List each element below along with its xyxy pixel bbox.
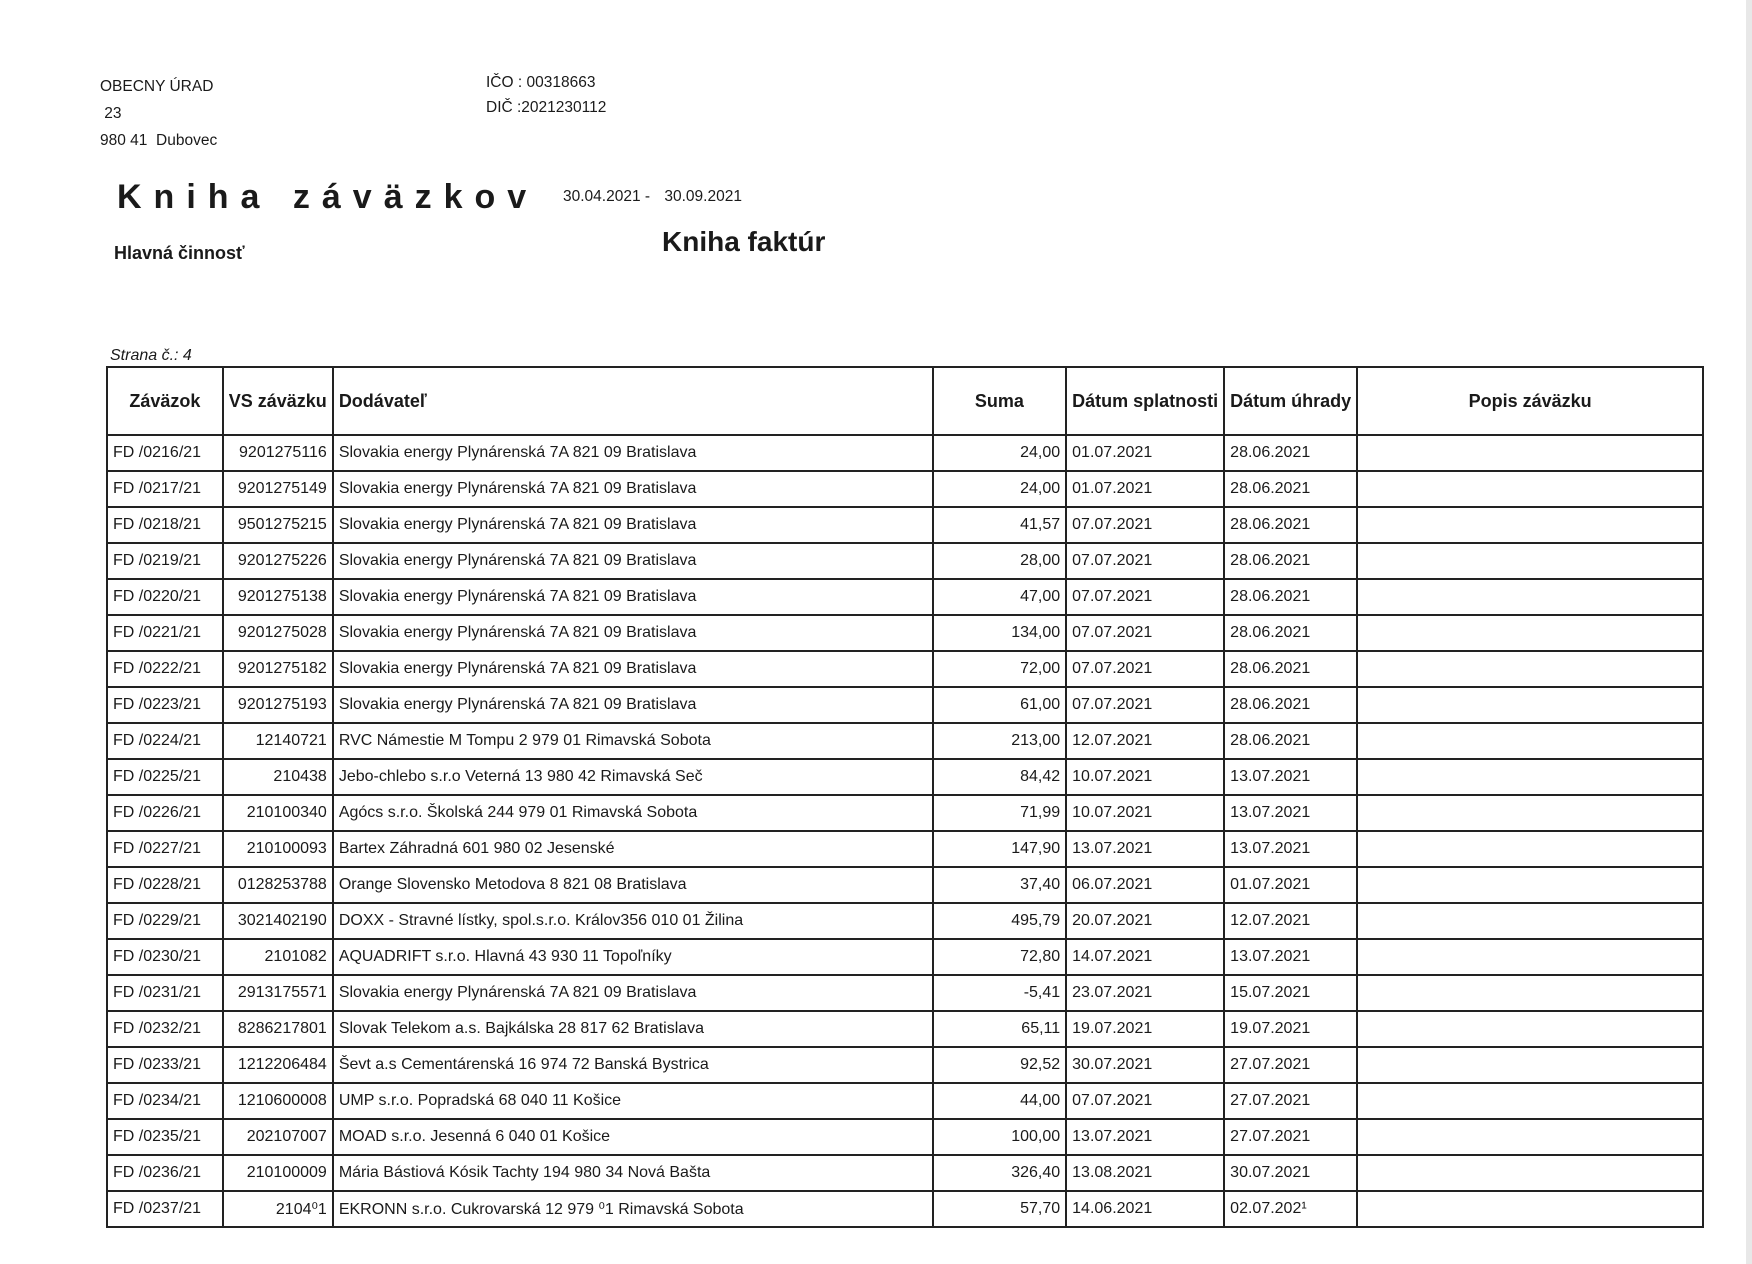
table-row <box>107 1083 1703 1119</box>
cell-due-date: 14.07.2021 <box>1066 939 1224 975</box>
cell-paid-date: 27.07.2021 <box>1224 1083 1357 1119</box>
col-header-vs: VS záväzku <box>223 367 333 435</box>
cell-due-date: 19.07.2021 <box>1066 1011 1224 1047</box>
cell-due-date: 12.07.2021 <box>1066 723 1224 759</box>
cell-paid-date: 27.07.2021 <box>1224 1047 1357 1083</box>
cell-description <box>1357 795 1703 831</box>
cell-due-date: 13.08.2021 <box>1066 1155 1224 1191</box>
cell-supplier: Slovakia energy Plynárenská 7A 821 09 Bratislava <box>333 579 933 615</box>
cell-description <box>1357 723 1703 759</box>
table-row <box>107 1047 1703 1083</box>
col-header-due-date: Dátum splatnosti <box>1066 367 1224 435</box>
cell-sum: 495,79 <box>933 903 1067 939</box>
cell-due-date: 13.07.2021 <box>1066 831 1224 867</box>
cell-sum: 72,00 <box>933 651 1067 687</box>
cell-description <box>1357 903 1703 939</box>
cell-paid-date: 28.06.2021 <box>1224 615 1357 651</box>
office-city: 980 41 Dubovec <box>100 132 218 149</box>
cell-sum: 57,70 <box>933 1191 1067 1227</box>
cell-id: FD /0216/21 <box>107 435 223 471</box>
cell-sum: 100,00 <box>933 1119 1067 1155</box>
cell-paid-date: 19.07.2021 <box>1224 1011 1357 1047</box>
period-from: 30.04.2021 - <box>563 188 651 205</box>
cell-vs: 1212206484 <box>223 1047 333 1083</box>
cell-paid-date: 01.07.2021 <box>1224 867 1357 903</box>
office-number: 23 <box>100 105 122 122</box>
table-row <box>107 615 1703 651</box>
cell-due-date: 07.07.2021 <box>1066 687 1224 723</box>
cell-supplier: Slovakia energy Plynárenská 7A 821 09 Bratislava <box>333 471 933 507</box>
cell-paid-date: 30.07.2021 <box>1224 1155 1357 1191</box>
table-row <box>107 687 1703 723</box>
cell-due-date: 01.07.2021 <box>1066 435 1224 471</box>
cell-due-date: 23.07.2021 <box>1066 975 1224 1011</box>
cell-description <box>1357 435 1703 471</box>
cell-id: FD /0221/21 <box>107 615 223 651</box>
cell-supplier: Slovakia energy Plynárenská 7A 821 09 Bratislava <box>333 615 933 651</box>
cell-due-date: 07.07.2021 <box>1066 1083 1224 1119</box>
cell-supplier: Slovakia energy Plynárenská 7A 821 09 Bratislava <box>333 543 933 579</box>
cell-vs: 9201275028 <box>223 615 333 651</box>
cell-supplier: RVC Námestie M Tompu 2 979 01 Rimavská Sobota <box>333 723 933 759</box>
cell-vs: 9201275182 <box>223 651 333 687</box>
cell-supplier: Slovak Telekom a.s. Bajkálska 28 817 62 Bratislava <box>333 1011 933 1047</box>
cell-paid-date: 28.06.2021 <box>1224 543 1357 579</box>
cell-sum: 47,00 <box>933 579 1067 615</box>
col-header-description: Popis záväzku <box>1357 367 1703 435</box>
table-row <box>107 903 1703 939</box>
col-header-supplier: Dodávateľ <box>333 367 933 435</box>
table-row <box>107 1155 1703 1191</box>
cell-paid-date: 28.06.2021 <box>1224 723 1357 759</box>
table-row <box>107 975 1703 1011</box>
col-header-sum: Suma <box>933 367 1067 435</box>
cell-due-date: 10.07.2021 <box>1066 795 1224 831</box>
cell-description <box>1357 579 1703 615</box>
cell-supplier: Slovakia energy Plynárenská 7A 821 09 Bratislava <box>333 435 933 471</box>
table-row <box>107 435 1703 471</box>
cell-sum: 326,40 <box>933 1155 1067 1191</box>
activity-label: Hlavná činnosť <box>114 243 245 263</box>
cell-vs: 3021402190 <box>223 903 333 939</box>
cell-paid-date: 28.06.2021 <box>1224 435 1357 471</box>
table-header-row <box>107 367 1703 435</box>
cell-due-date: 01.07.2021 <box>1066 471 1224 507</box>
cell-id: FD /0229/21 <box>107 903 223 939</box>
cell-supplier: Agócs s.r.o. Školská 244 979 01 Rimavská Sobota <box>333 795 933 831</box>
cell-id: FD /0230/21 <box>107 939 223 975</box>
table-row <box>107 651 1703 687</box>
cell-sum: 28,00 <box>933 543 1067 579</box>
cell-paid-date: 28.06.2021 <box>1224 507 1357 543</box>
cell-description <box>1357 1155 1703 1191</box>
cell-description <box>1357 867 1703 903</box>
cell-id: FD /0231/21 <box>107 975 223 1011</box>
table-body <box>107 435 1703 1227</box>
cell-paid-date: 13.07.2021 <box>1224 831 1357 867</box>
cell-due-date: 06.07.2021 <box>1066 867 1224 903</box>
cell-id: FD /0228/21 <box>107 867 223 903</box>
cell-supplier: MOAD s.r.o. Jesenná 6 040 01 Košice <box>333 1119 933 1155</box>
document-subtitle: Kniha faktúr <box>662 226 826 257</box>
tax-ids <box>486 70 606 120</box>
cell-paid-date: 28.06.2021 <box>1224 687 1357 723</box>
cell-id: FD /0224/21 <box>107 723 223 759</box>
cell-vs: 210100009 <box>223 1155 333 1191</box>
cell-vs: 9201275116 <box>223 435 333 471</box>
office-address <box>100 73 217 154</box>
cell-vs: 2913175571 <box>223 975 333 1011</box>
cell-description <box>1357 759 1703 795</box>
period-to: 30.09.2021 <box>664 188 742 205</box>
cell-vs: 1210600008 <box>223 1083 333 1119</box>
table-row <box>107 867 1703 903</box>
table-row <box>107 831 1703 867</box>
cell-paid-date: 13.07.2021 <box>1224 759 1357 795</box>
cell-vs: 210438 <box>223 759 333 795</box>
cell-description <box>1357 507 1703 543</box>
cell-due-date: 07.07.2021 <box>1066 615 1224 651</box>
cell-due-date: 07.07.2021 <box>1066 579 1224 615</box>
cell-supplier: Mária Bástiová Kósik Tachty 194 980 34 Nová Bašta <box>333 1155 933 1191</box>
cell-paid-date: 15.07.2021 <box>1224 975 1357 1011</box>
cell-vs: 210100093 <box>223 831 333 867</box>
scan-edge <box>1746 0 1752 1264</box>
cell-paid-date: 28.06.2021 <box>1224 579 1357 615</box>
cell-description <box>1357 1083 1703 1119</box>
cell-supplier: Jebo-chlebo s.r.o Veterná 13 980 42 Rimavská Seč <box>333 759 933 795</box>
cell-vs: 8286217801 <box>223 1011 333 1047</box>
table-row <box>107 471 1703 507</box>
cell-vs: 9201275226 <box>223 543 333 579</box>
table-row <box>107 939 1703 975</box>
cell-due-date: 20.07.2021 <box>1066 903 1224 939</box>
cell-id: FD /0226/21 <box>107 795 223 831</box>
cell-paid-date: 28.06.2021 <box>1224 471 1357 507</box>
cell-vs: 9201275149 <box>223 471 333 507</box>
cell-sum: 61,00 <box>933 687 1067 723</box>
cell-paid-date: 13.07.2021 <box>1224 939 1357 975</box>
cell-vs: 2101082 <box>223 939 333 975</box>
cell-id: FD /0222/21 <box>107 651 223 687</box>
cell-vs: 0128253788 <box>223 867 333 903</box>
cell-vs: 9201275138 <box>223 579 333 615</box>
cell-supplier: Slovakia energy Plynárenská 7A 821 09 Bratislava <box>333 507 933 543</box>
office-name: OBECNY ÚRAD <box>100 78 214 95</box>
cell-description <box>1357 1191 1703 1227</box>
table-row <box>107 579 1703 615</box>
cell-supplier: Bartex Záhradná 601 980 02 Jesenské <box>333 831 933 867</box>
period-range <box>563 188 752 206</box>
cell-description <box>1357 975 1703 1011</box>
cell-supplier: Slovakia energy Plynárenská 7A 821 09 Bratislava <box>333 651 933 687</box>
cell-sum: 24,00 <box>933 435 1067 471</box>
cell-id: FD /0225/21 <box>107 759 223 795</box>
ico-number: IČO : 00318663 <box>486 74 596 91</box>
cell-description <box>1357 831 1703 867</box>
cell-supplier: Ševt a.s Cementárenská 16 974 72 Banská Bystrica <box>333 1047 933 1083</box>
cell-id: FD /0232/21 <box>107 1011 223 1047</box>
cell-due-date: 30.07.2021 <box>1066 1047 1224 1083</box>
cell-paid-date: 12.07.2021 <box>1224 903 1357 939</box>
cell-id: FD /0237/21 <box>107 1191 223 1227</box>
cell-id: FD /0218/21 <box>107 507 223 543</box>
cell-id: FD /0234/21 <box>107 1083 223 1119</box>
cell-sum: 84,42 <box>933 759 1067 795</box>
cell-vs: 210100340 <box>223 795 333 831</box>
cell-id: FD /0235/21 <box>107 1119 223 1155</box>
cell-id: FD /0217/21 <box>107 471 223 507</box>
cell-description <box>1357 1011 1703 1047</box>
cell-vs: 2104⁰1 <box>223 1191 333 1227</box>
cell-paid-date: 13.07.2021 <box>1224 795 1357 831</box>
cell-sum: 37,40 <box>933 867 1067 903</box>
cell-sum: 72,80 <box>933 939 1067 975</box>
table-row <box>107 1191 1703 1227</box>
cell-due-date: 14.06.2021 <box>1066 1191 1224 1227</box>
cell-due-date: 07.07.2021 <box>1066 543 1224 579</box>
cell-vs: 9501275215 <box>223 507 333 543</box>
cell-description <box>1357 939 1703 975</box>
cell-sum: 44,00 <box>933 1083 1067 1119</box>
cell-supplier: UMP s.r.o. Popradská 68 040 11 Košice <box>333 1083 933 1119</box>
cell-paid-date: 28.06.2021 <box>1224 651 1357 687</box>
col-header-id: Záväzok <box>107 367 223 435</box>
cell-sum: 65,11 <box>933 1011 1067 1047</box>
table-row <box>107 795 1703 831</box>
invoice-table <box>106 366 1704 1228</box>
cell-supplier: Slovakia energy Plynárenská 7A 821 09 Bratislava <box>333 687 933 723</box>
cell-description <box>1357 687 1703 723</box>
cell-description <box>1357 1119 1703 1155</box>
cell-sum: 147,90 <box>933 831 1067 867</box>
cell-due-date: 13.07.2021 <box>1066 1119 1224 1155</box>
cell-id: FD /0227/21 <box>107 831 223 867</box>
cell-supplier: Orange Slovensko Metodova 8 821 08 Bratislava <box>333 867 933 903</box>
cell-vs: 202107007 <box>223 1119 333 1155</box>
table-row <box>107 1119 1703 1155</box>
cell-paid-date: 02.07.202¹ <box>1224 1191 1357 1227</box>
table-row <box>107 723 1703 759</box>
cell-sum: 213,00 <box>933 723 1067 759</box>
cell-id: FD /0233/21 <box>107 1047 223 1083</box>
table-row <box>107 759 1703 795</box>
cell-supplier: Slovakia energy Plynárenská 7A 821 09 Bratislava <box>333 975 933 1011</box>
cell-id: FD /0223/21 <box>107 687 223 723</box>
cell-sum: 134,00 <box>933 615 1067 651</box>
table-row <box>107 543 1703 579</box>
cell-id: FD /0236/21 <box>107 1155 223 1191</box>
cell-sum: 24,00 <box>933 471 1067 507</box>
page-number: Strana č.: 4 <box>110 347 192 364</box>
cell-id: FD /0219/21 <box>107 543 223 579</box>
cell-description <box>1357 543 1703 579</box>
cell-supplier: AQUADRIFT s.r.o. Hlavná 43 930 11 Topoľníky <box>333 939 933 975</box>
cell-paid-date: 27.07.2021 <box>1224 1119 1357 1155</box>
cell-sum: -5,41 <box>933 975 1067 1011</box>
cell-sum: 41,57 <box>933 507 1067 543</box>
dic-number: DIČ :2021230112 <box>486 99 607 116</box>
cell-description <box>1357 651 1703 687</box>
cell-description <box>1357 471 1703 507</box>
cell-vs: 9201275193 <box>223 687 333 723</box>
cell-due-date: 10.07.2021 <box>1066 759 1224 795</box>
cell-description <box>1357 615 1703 651</box>
cell-vs: 12140721 <box>223 723 333 759</box>
cell-supplier: EKRONN s.r.o. Cukrovarská 12 979 ⁰1 Rimavská Sobota <box>333 1191 933 1227</box>
cell-description <box>1357 1047 1703 1083</box>
cell-due-date: 07.07.2021 <box>1066 651 1224 687</box>
cell-sum: 92,52 <box>933 1047 1067 1083</box>
col-header-paid-date: Dátum úhrady <box>1224 367 1357 435</box>
cell-id: FD /0220/21 <box>107 579 223 615</box>
table-row <box>107 1011 1703 1047</box>
document-title: Kniha záväzkov <box>117 178 539 216</box>
cell-supplier: DOXX - Stravné lístky, spol.s.r.o. Králov356 010 01 Žilina <box>333 903 933 939</box>
cell-due-date: 07.07.2021 <box>1066 507 1224 543</box>
cell-sum: 71,99 <box>933 795 1067 831</box>
table-row <box>107 507 1703 543</box>
